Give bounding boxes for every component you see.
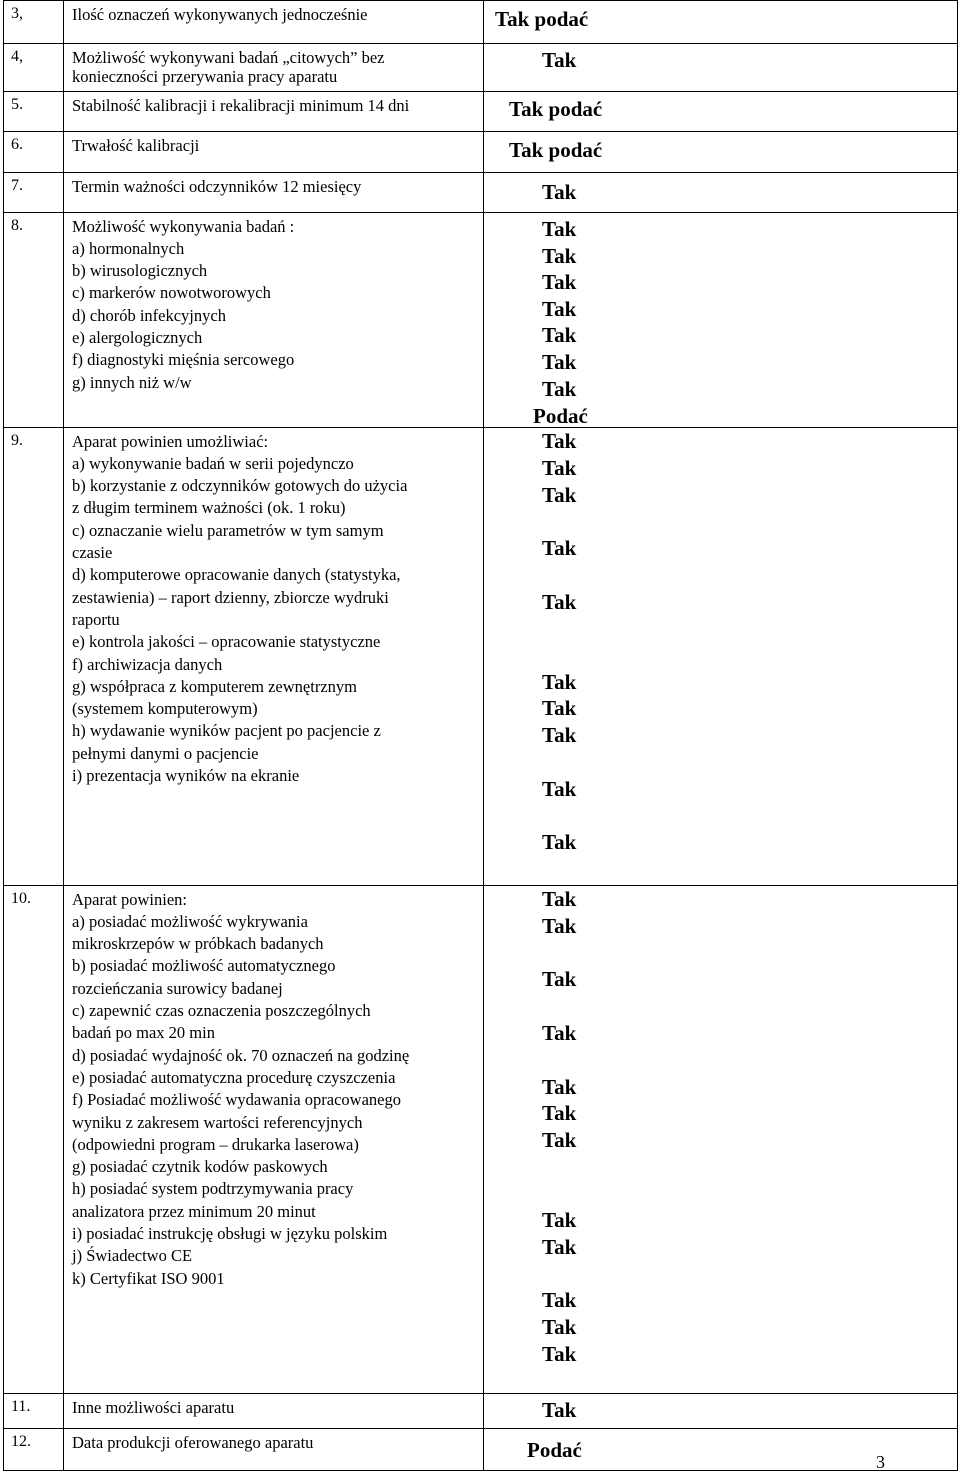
specification-table <box>3 0 958 1471</box>
answer: Tak <box>542 535 577 560</box>
answer: Podać <box>527 1437 582 1462</box>
answer: Tak <box>542 455 577 480</box>
answer: Tak podać <box>509 137 603 162</box>
page-number: 3 <box>876 1452 885 1472</box>
row-number: 4, <box>4 44 64 92</box>
answer: Tak <box>542 216 577 241</box>
row-number: 5. <box>4 91 64 131</box>
answer: Tak <box>542 48 577 72</box>
table-row <box>4 212 958 427</box>
answer: Podać <box>533 403 588 428</box>
answer-cell <box>484 1393 958 1428</box>
table-row <box>4 1428 958 1470</box>
row-number: 12. <box>4 1428 64 1470</box>
answer: Tak <box>542 1207 577 1232</box>
answer: Tak <box>542 1020 577 1045</box>
answer: Tak <box>542 1287 577 1312</box>
row-number: 11. <box>4 1393 64 1428</box>
answer: Tak <box>542 1127 577 1152</box>
row-number: 6. <box>4 131 64 172</box>
answer: Tak <box>542 776 577 801</box>
answer: Tak <box>542 376 577 401</box>
answer-cell <box>484 427 958 885</box>
row-description: Trwałość kalibracji <box>64 131 484 172</box>
answer: Tak <box>542 1314 577 1339</box>
answer: Tak <box>542 966 577 991</box>
answer: Tak podać <box>495 7 589 31</box>
answer: Tak <box>542 322 577 347</box>
table-row <box>4 427 958 885</box>
row-number: 7. <box>4 172 64 212</box>
table-row <box>4 172 958 212</box>
answer-cell <box>484 885 958 1393</box>
row-description: Aparat powinien umożliwiać: a) wykonywanie badań w serii pojedynczo b) korzystanie z odczynników gotowych do użycia z długim terminem ważności (ok. 1 roku) c) oznaczanie wielu parametrów w tym samym czasie d) komputerowe opracowanie danych (statystyka, zestawienia) – raport dzienny, zbiorcze wydruki raportu e) kontrola jakości – opracowanie statystyczne f) archiwizacja danych g) współpraca z komputerem zewnętrznym (systemem komputerowym) h) wydawanie wyników pacjent po pacjencie z pełnymi danymi o pacjencie i) prezentacja wyników na ekranie <box>64 427 484 885</box>
answer-cell <box>484 212 958 427</box>
answer: Tak podać <box>509 96 603 121</box>
table-row <box>4 1 958 44</box>
row-description: Aparat powinien: a) posiadać możliwość wykrywania mikroskrzepów w próbkach badanych b) posiadać możliwość automatycznego rozcieńczania surowicy badanej c) zapewnić czas oznaczenia poszczególnych badań po max 20 min d) posiadać wydajność ok. 70 oznaczeń na godzinę e) posiadać automatyczna procedurę czyszczenia f) Posiadać możliwość wydawania opracowanego wyniku z zakresem wartości referencyjnych (odpowiedni program – drukarka laserowa) g) posiadać czytnik kodów paskowych h) posiadać system podtrzymywania pracy analizatora przez minimum 20 minut i) posiadać instrukcję obsługi w języku polskim j) Świadectwo CE k) Certyfikat ISO 9001 <box>64 885 484 1393</box>
answer: Tak <box>542 829 577 854</box>
row-number: 10. <box>4 885 64 1393</box>
row-description: Możliwość wykonywani badań „citowych” bez konieczności przerywania pracy aparatu <box>64 44 484 92</box>
answer-cell <box>484 91 958 131</box>
answer: Tak <box>542 296 577 321</box>
answer: Tak <box>542 1100 577 1125</box>
table-row <box>4 44 958 92</box>
table-row <box>4 91 958 131</box>
row-number: 8. <box>4 212 64 427</box>
answer: Tak <box>542 482 577 507</box>
row-description: Stabilność kalibracji i rekalibracji minimum 14 dni <box>64 91 484 131</box>
row-description: Termin ważności odczynników 12 miesięcy <box>64 172 484 212</box>
answer: Tak <box>542 428 577 453</box>
answer: Tak <box>542 349 577 374</box>
answer: Tak <box>542 1341 577 1366</box>
row-description: Możliwość wykonywania badań : a) hormonalnych b) wirusologicznych c) markerów nowotworowych d) chorób infekcyjnych e) alergologicznych f) diagnostyki mięśnia sercowego g) innych niż w/w <box>64 212 484 427</box>
row-description: Inne możliwości aparatu <box>64 1393 484 1428</box>
answer-cell <box>484 44 958 92</box>
row-description: Data produkcji oferowanego aparatu <box>64 1428 484 1470</box>
answer: Tak <box>542 243 577 268</box>
answer: Tak <box>542 722 577 747</box>
row-description: Ilość oznaczeń wykonywanych jednocześnie <box>64 1 484 44</box>
answer: Tak <box>542 1397 577 1422</box>
answer: Tak <box>542 179 577 204</box>
table-row <box>4 131 958 172</box>
answer: Tak <box>542 1074 577 1099</box>
answer-cell <box>484 1 958 44</box>
table-row <box>4 885 958 1393</box>
table-row <box>4 1393 958 1428</box>
answer: Tak <box>542 589 577 614</box>
row-number: 3, <box>4 1 64 44</box>
answer: Tak <box>542 695 577 720</box>
answer: Tak <box>542 913 577 938</box>
answer-cell <box>484 172 958 212</box>
answer-cell <box>484 131 958 172</box>
row-number: 9. <box>4 427 64 885</box>
answer: Tak <box>542 269 577 294</box>
answer: Tak <box>542 1234 577 1259</box>
answer-cell <box>484 1428 958 1470</box>
answer: Tak <box>542 886 577 911</box>
answer: Tak <box>542 669 577 694</box>
